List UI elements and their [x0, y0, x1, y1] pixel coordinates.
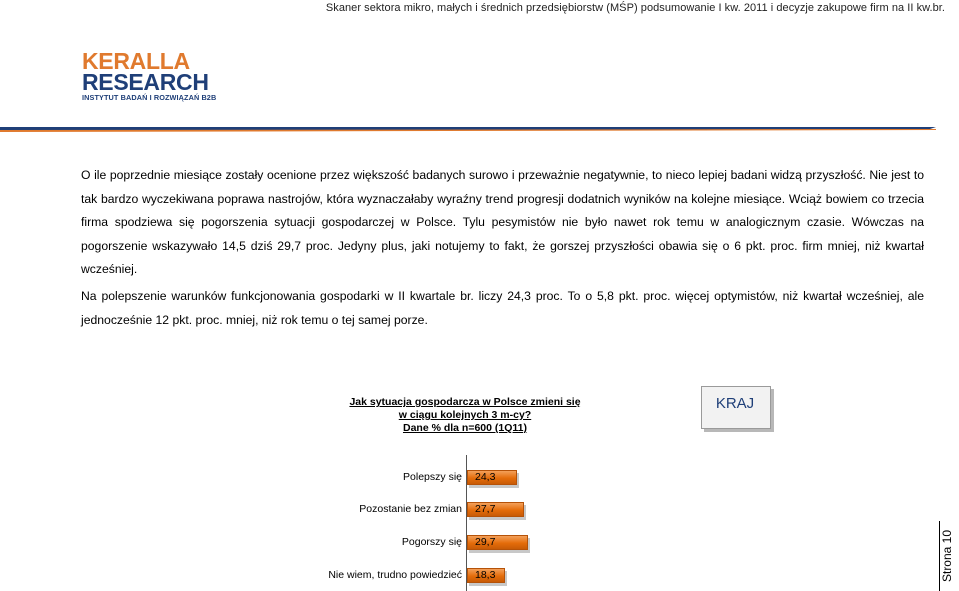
chart-title-line-2: w ciągu kolejnych 3 m-cy?: [398, 409, 532, 421]
category-label: Pozostanie bez zmian: [359, 503, 462, 515]
chart-title-line-1: Jak sytuacja gospodarcza w Polsce zmieni się: [349, 396, 581, 408]
logo-line-research: RESEARCH: [82, 69, 209, 95]
document-header-title: Skaner sektora mikro, małych i średnich przedsiębiorstw (MŚP) podsumowanie I kw. 2011 i decyzje zakupowe firm na II kw.br.: [325, 2, 945, 14]
paragraph-improvement: Na polepszenie warunków funkcjonowania gospodarki w II kwartale br. liczy 24,3 proc. To o 5,8 pkt. proc. więcej optymistów, niż kwartał wcześniej, ale jednocześnie 12 pkt. proc. mniej, niż rok temu o tej samej porze.: [81, 289, 924, 327]
chart-title: [340, 396, 590, 435]
category-label: Polepszy się: [403, 471, 462, 483]
logo-line-keralla: KERALLA: [82, 48, 190, 74]
bar-value-label: 29,7: [475, 536, 496, 548]
header-divider: [0, 127, 936, 141]
chart-title-line-3: Dane % dla n=600 (1Q11): [402, 422, 528, 434]
kraj-button-label: KRAJ: [715, 395, 755, 412]
page-number-label: [934, 521, 959, 591]
bar-value-label: 18,3: [475, 569, 496, 581]
category-label: Pogorszy się: [401, 536, 462, 548]
bar-value-label: 27,7: [475, 503, 496, 515]
bar-value-label: 24,3: [475, 471, 496, 483]
paragraph-outlook: O ile poprzednie miesiące zostały ocenione przez większość badanych surowo i przeważnie negatywnie, to nieco lepiej badani widzą przyszłość. Nie jest to tak bardzo wyczekiwana poprawa nastrojów, która wyznaczałaby wyraźny trend progresji dodatnich wyników na kolejne miesiące. Wciąż bowiem co trzecia firma spodziewa się pogorszenia sytuacji gospodarczej w Polsce. Tylu pesymistów nie było nawet rok temu w analogicznym czasie. Wówczas na pogorszenie wskazywało 14,5 dziś 29,7 proc. Jedyny plus, jaki notujemy to fakt, że gorszej przyszłości obawia się o 6 pkt. proc. firm mniej, niż kwartał wcześniej.: [81, 168, 924, 276]
kraj-button[interactable]: [701, 386, 775, 433]
keralla-research-logo: [82, 48, 222, 111]
page-number-text: Strona 10: [940, 529, 954, 583]
logo-tagline: INSTYTUT BADAŃ I ROZWIĄZAŃ B2B: [82, 93, 217, 102]
category-label: Nie wiem, trudno powiedzieć: [328, 569, 462, 581]
